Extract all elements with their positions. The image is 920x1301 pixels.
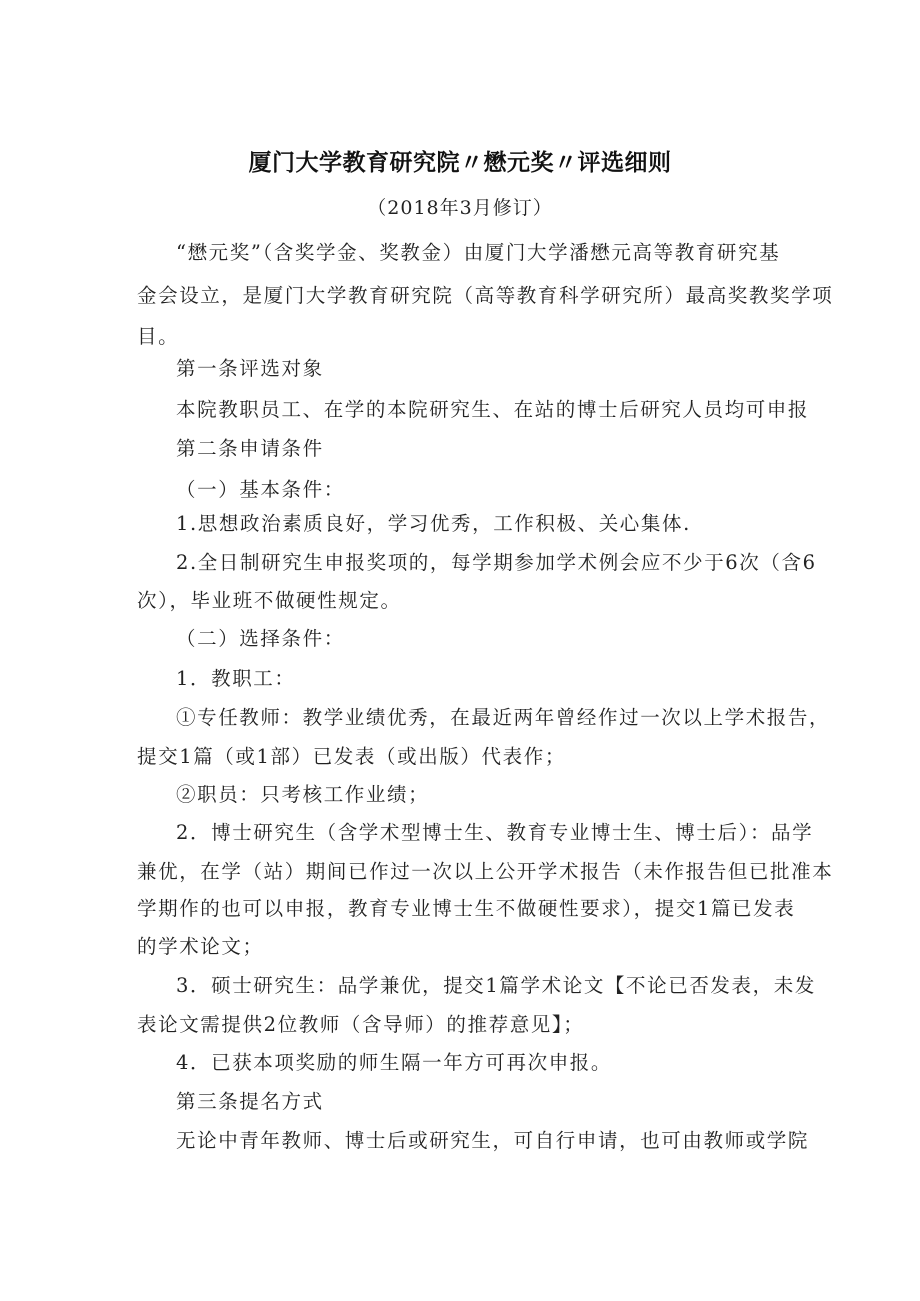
paragraph-intro-line-2: 金会设立，是厦门大学教育研究院（高等教育科学研究所）最高奖教奖学项	[137, 284, 834, 307]
section-heading-3: 第三条提名方式	[176, 1090, 324, 1113]
paragraph-intro-line-1: “懋元奖”（含奖学金、奖教金）由厦门大学潘懋元高等教育研究基	[176, 241, 781, 264]
selection-item-3-line-2: 表论文需提供2位教师（含导师）的推荐意见】；	[137, 1013, 585, 1036]
section-heading-1: 第一条评选对象	[176, 357, 324, 380]
paragraph-eligibility: 本院教职员工、在学的本院研究生、在站的博士后研究人员均可申报	[176, 398, 810, 421]
selection-item-2-line-4: 的学术论文；	[137, 935, 264, 958]
selection-item-1a-line-2: 提交1篇（或1部）已发表（或出版）代表作；	[137, 745, 566, 768]
selection-item-4: 4．已获本项奖励的师生隔一年方可再次申报。	[176, 1051, 613, 1074]
selection-item-2-line-1: 2．博士研究生（含学术型博士生、教育专业博士生、博士后）：品学	[176, 821, 814, 844]
paragraph-nomination-line-1: 无论中青年教师、博士后或研究生，可自行申请，也可由教师或学院	[176, 1129, 810, 1152]
selection-item-2-line-3: 学期作的也可以申报，教育专业博士生不做硬性要求），提交1篇已发表	[137, 897, 796, 920]
selection-item-1: 1．教职工：	[176, 667, 296, 690]
selection-item-2-line-2: 兼优，在学（站）期间已作过一次以上公开学术报告（未作报告但已批准本	[137, 860, 834, 883]
selection-item-1a-line-1: ①专任教师：教学业绩优秀，在最近两年曾经作过一次以上学术报告，	[176, 706, 831, 729]
basic-condition-2-line-2: 次），毕业班不做硬性规定。	[137, 589, 402, 612]
basic-condition-1: 1.思想政治素质良好，学习优秀，工作积极、关心集体.	[176, 512, 691, 535]
document-title: 厦门大学教育研究院〃懋元奖〃评选细则	[248, 150, 672, 176]
selection-item-3-line-1: 3．硕士研究生：品学兼优，提交1篇学术论文【不论已否发表，未发	[176, 974, 816, 997]
section-heading-2: 第二条申请条件	[176, 437, 324, 460]
selection-item-1b: ②职员：只考核工作业绩；	[176, 783, 430, 806]
subsection-basic-conditions: （一）基本条件：	[176, 478, 345, 501]
paragraph-intro-line-3: 目。	[137, 325, 180, 348]
document-subtitle: （2018年3月修订）	[367, 197, 553, 219]
basic-condition-2-line-1: 2.全日制研究生申报奖项的，每学期参加学术例会应不少于6次（含6	[176, 551, 817, 574]
subsection-selection-conditions: （二）选择条件：	[176, 627, 345, 650]
